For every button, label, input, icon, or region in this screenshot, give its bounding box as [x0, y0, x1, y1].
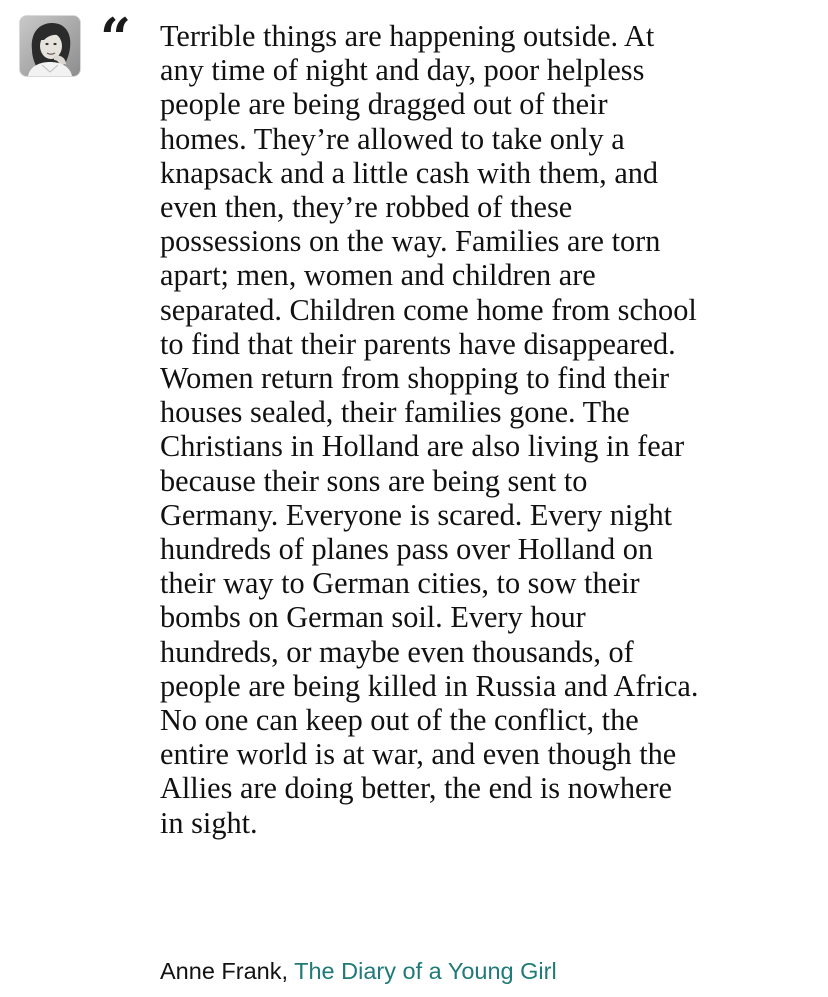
quote-line: their way to German cities, to sow their	[160, 566, 640, 601]
quote-line: people are being dragged out of their	[160, 87, 608, 122]
author-name: Anne Frank	[160, 958, 282, 984]
attribution-separator: ,	[281, 958, 295, 984]
quote-line: Women return from shopping to find their	[160, 361, 670, 396]
author-avatar[interactable]	[20, 16, 80, 76]
quote-line: apart; men, women and children are	[160, 258, 596, 293]
quote-line: Christians in Holland are also living in fear	[160, 429, 685, 464]
quote-attribution	[160, 955, 557, 987]
quote-line: No one can keep out of the conflict, the	[160, 703, 639, 738]
book-title-link[interactable]: The Diary of a Young Girl	[294, 958, 557, 984]
quote-line: Allies are doing better, the end is nowhere	[160, 771, 672, 806]
quote-line: hundreds of planes pass over Holland on	[160, 532, 654, 567]
quote-line: bombs on German soil. Every hour	[160, 600, 586, 635]
quote-line: Germany. Everyone is scared. Every night	[160, 497, 673, 532]
quote-line: to find that their parents have disappeared.	[160, 326, 676, 361]
quote-line: any time of night and day, poor helpless	[160, 53, 645, 88]
quote-line: hundreds, or maybe even thousands, of	[160, 634, 634, 669]
quote-line: people are being killed in Russia and Africa.	[160, 668, 699, 703]
quote-line: in sight.	[160, 805, 258, 840]
quote-line: separated. Children come home from school	[160, 292, 697, 327]
quote-line: even then, they’re robbed of these	[160, 190, 573, 225]
quote-line: because their sons are being sent to	[160, 463, 588, 498]
quote-line: possessions on the way. Families are torn	[160, 224, 661, 259]
quote-line: knapsack and a little cash with them, and	[160, 155, 659, 190]
opening-quote-mark: “	[100, 6, 130, 70]
quote-line: houses sealed, their families gone. The	[160, 395, 630, 430]
quote-line: homes. They’re allowed to take only a	[160, 121, 625, 156]
quote-line: entire world is at war, and even though the	[160, 737, 677, 772]
author-portrait-icon	[20, 16, 80, 76]
quote-line: Terrible things are happening outside. At	[160, 19, 655, 53]
quote-text	[160, 19, 810, 840]
